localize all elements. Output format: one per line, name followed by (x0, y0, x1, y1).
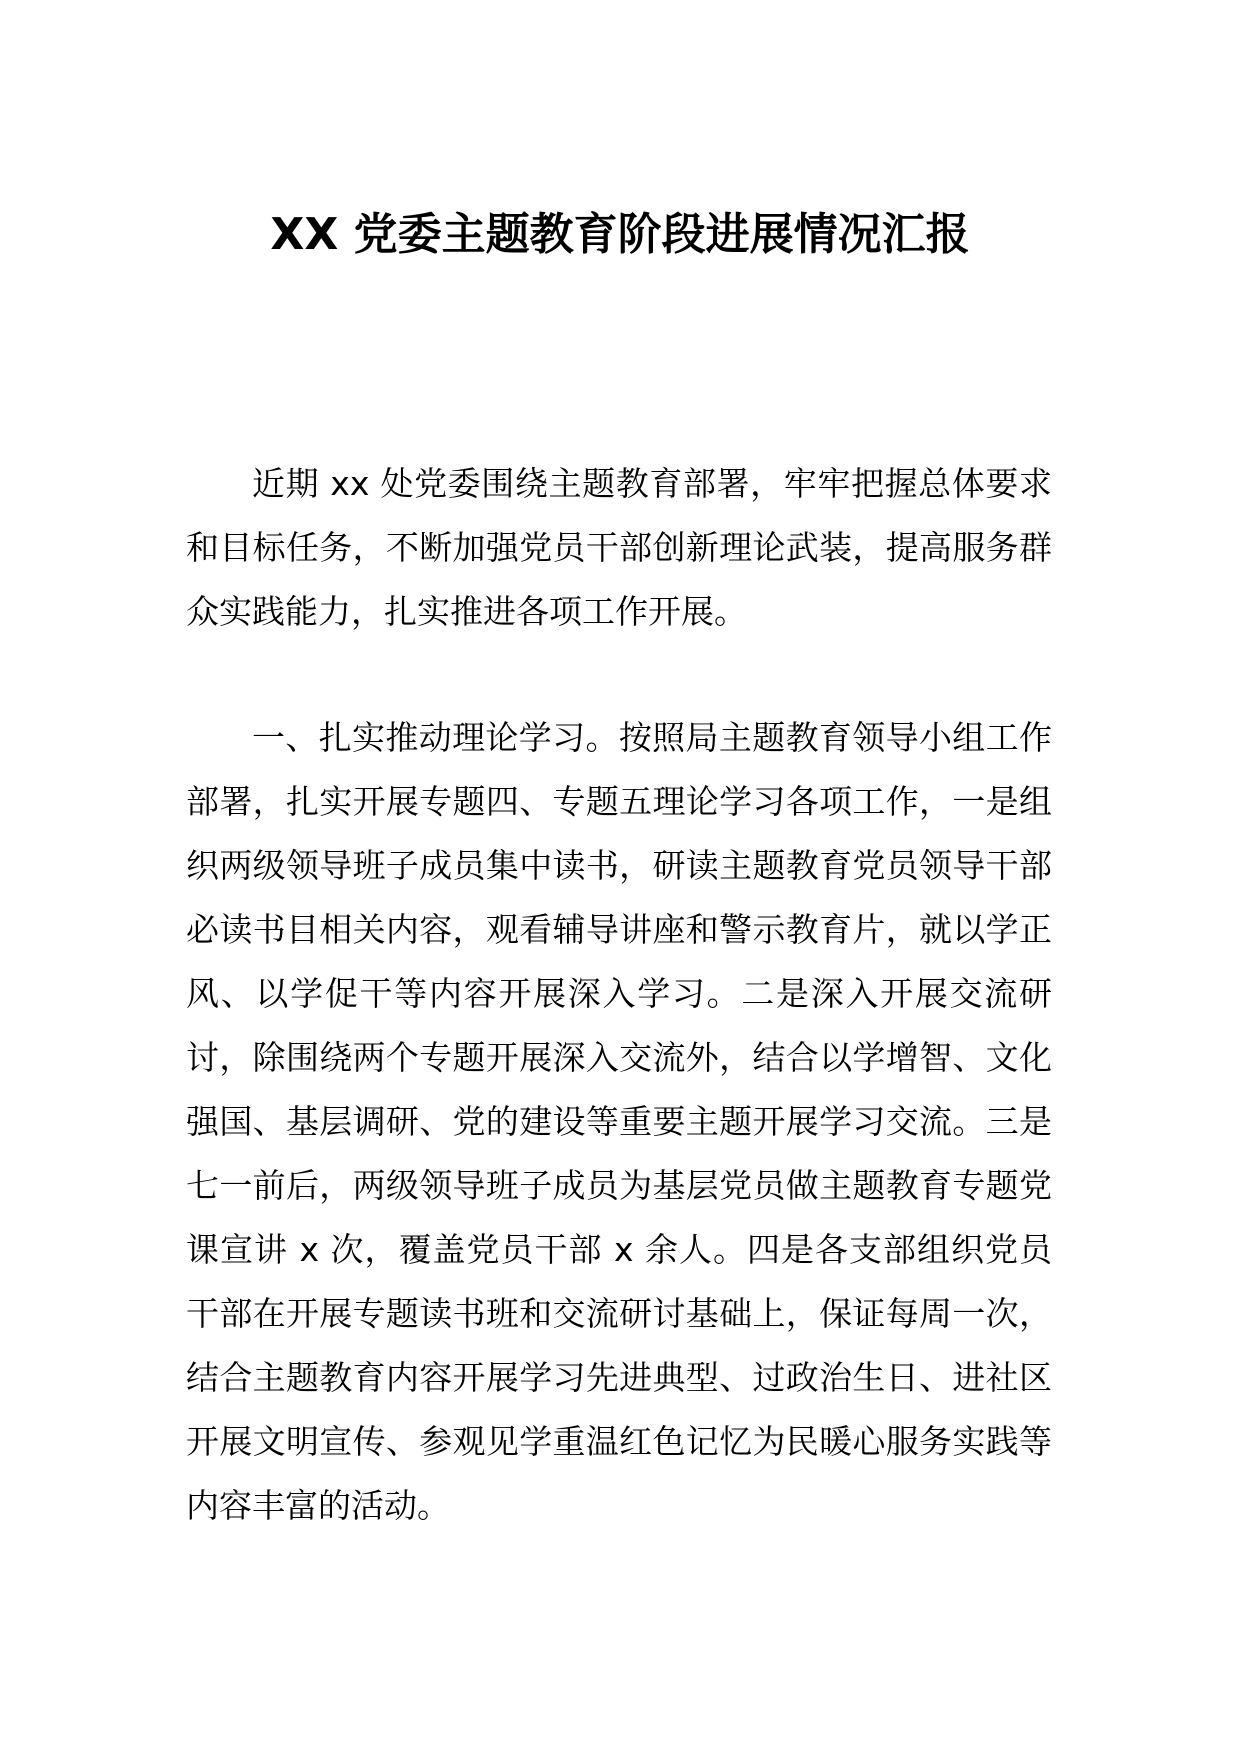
section-one-paragraph: 一、扎实推动理论学习。按照局主题教育领导小组工作部署，扎实开展专题四、专题五理论学习各项工作，一是组织两级领导班子成员集中读书，研读主题教育党员领导干部必读书目相关内容，观看辅导讲座和警示教育片，就以学正风、以学促干等内容开展深入学习。二是深入开展交流研讨，除围绕两个专题开展深入交流外，结合以学增智、文化强国、基层调研、党的建设等重要主题开展学习交流。三是七一前后，两级领导班子成员为基层党员做主题教育专题党课宣讲 x 次，覆盖党员干部 x 余人。四是各支部组织党员干部在开展专题读书班和交流研讨基础上，保证每周一次，结合主题教育内容开展学习先进典型、过政治生日、进社区开展文明宣传、参观见学重温红色记忆为民暖心服务实践等内容丰富的活动。 (186, 718, 1052, 1525)
document-title: XX 党委主题教育阶段进展情况汇报 (270, 209, 970, 260)
intro-paragraph: 近期 xx 处党委围绕主题教育部署，牢牢把握总体要求和目标任务，不断加强党员干部创新理论武装，提高服务群众实践能力，扎实推进各项工作开展。 (186, 464, 1052, 631)
